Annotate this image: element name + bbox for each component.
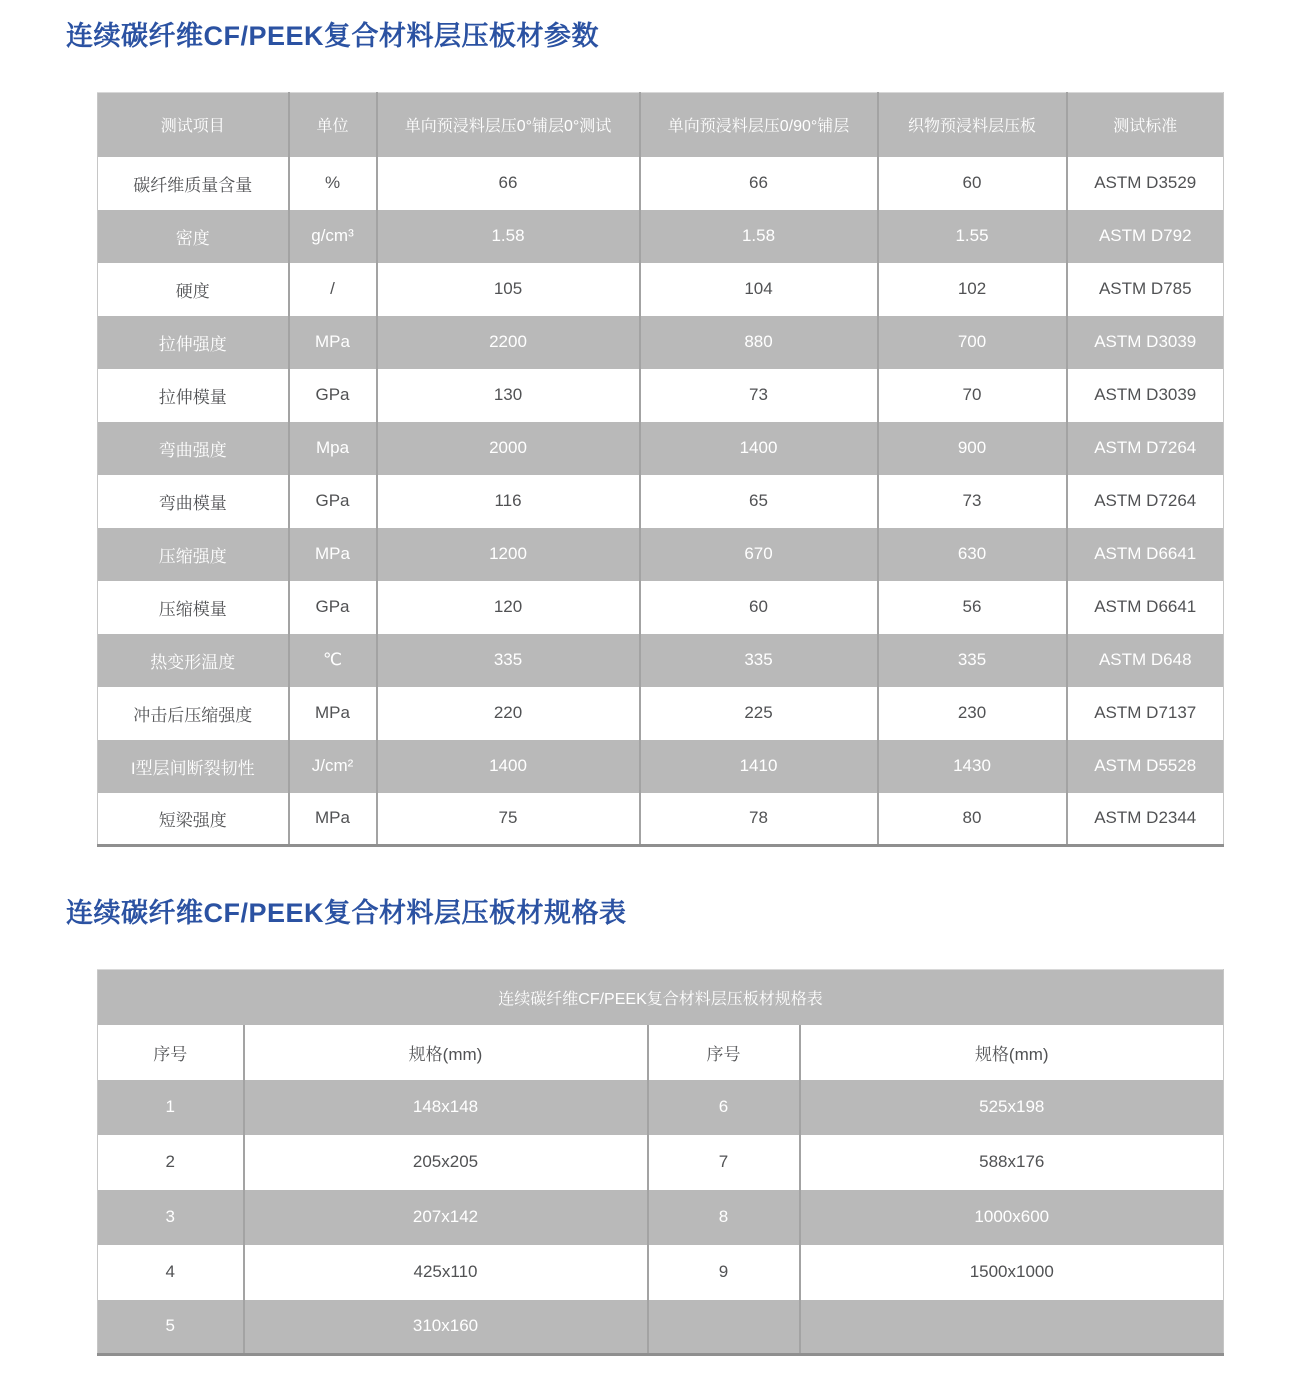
params-cell-5-2: 2000 (377, 422, 640, 475)
params-cell-3-3: 880 (640, 316, 878, 369)
params-cell-9-0: 热变形温度 (98, 634, 289, 687)
params-cell-11-2: 1400 (377, 740, 640, 793)
params-cell-6-5: ASTM D7264 (1067, 475, 1224, 528)
params-cell-8-5: ASTM D6641 (1067, 581, 1224, 634)
params-section-title: 连续碳纤维CF/PEEK复合材料层压板材参数 (66, 21, 600, 51)
params-cell-1-5: ASTM D792 (1067, 210, 1224, 263)
params-cell-2-1: / (289, 263, 377, 316)
spec-row-0 (98, 1080, 1224, 1135)
params-cell-1-3: 1.58 (640, 210, 878, 263)
params-table-body (98, 157, 1224, 846)
params-cell-9-1: ℃ (289, 634, 377, 687)
params-header-2: 单向预浸料层压0°铺层0°测试 (377, 93, 640, 157)
params-cell-4-5: ASTM D3039 (1067, 369, 1224, 422)
params-cell-10-2: 220 (377, 687, 640, 740)
params-row-10 (98, 687, 1224, 740)
spec-cell-3-3: 1500x1000 (800, 1245, 1224, 1300)
params-row-5 (98, 422, 1224, 475)
spec-cell-0-1: 148x148 (244, 1080, 648, 1135)
params-row-9 (98, 634, 1224, 687)
spec-cell-2-3: 1000x600 (800, 1190, 1224, 1245)
spec-cell-1-0: 2 (165, 1152, 175, 1171)
params-row-8 (98, 581, 1224, 634)
spec-header-0: 序号 (153, 1044, 188, 1064)
params-cell-7-1: MPa (289, 528, 377, 581)
params-cell-7-3: 670 (640, 528, 878, 581)
specs-section-title: 连续碳纤维CF/PEEK复合材料层压板材规格表 (66, 898, 627, 928)
params-row-11 (98, 740, 1224, 793)
params-cell-2-5: ASTM D785 (1067, 263, 1224, 316)
params-cell-0-3: 66 (640, 157, 878, 210)
spec-cell-3-2: 9 (648, 1245, 800, 1300)
spec-cell-2-2: 8 (648, 1190, 800, 1245)
spec-cell-4-1: 310x160 (244, 1300, 648, 1355)
spec-cell-3-0: 4 (165, 1262, 175, 1281)
params-cell-2-3: 104 (640, 263, 878, 316)
params-cell-0-1: % (289, 157, 377, 210)
params-row-0 (98, 157, 1224, 210)
params-cell-12-2: 75 (377, 793, 640, 846)
params-cell-8-0: 压缩模量 (158, 599, 227, 619)
spec-cell-2-1: 207x142 (244, 1190, 648, 1245)
spec-cell-1-3: 588x176 (800, 1135, 1224, 1190)
params-row-12 (98, 793, 1224, 846)
params-cell-9-2: 335 (377, 634, 640, 687)
params-cell-1-4: 1.55 (878, 210, 1067, 263)
params-cell-10-1: MPa (289, 687, 377, 740)
spec-table-title-row (98, 970, 1224, 1025)
params-cell-0-5: ASTM D3529 (1067, 157, 1224, 210)
params-cell-7-2: 1200 (377, 528, 640, 581)
params-cell-12-0: 短梁强度 (158, 810, 227, 830)
params-cell-8-1: GPa (289, 581, 377, 634)
params-row-7 (98, 528, 1224, 581)
params-cell-4-1: GPa (289, 369, 377, 422)
params-cell-7-5: ASTM D6641 (1067, 528, 1224, 581)
params-cell-4-0: 拉伸模量 (158, 387, 227, 407)
params-cell-2-2: 105 (377, 263, 640, 316)
params-header-5: 测试标准 (1067, 93, 1224, 157)
params-cell-11-3: 1410 (640, 740, 878, 793)
params-cell-0-2: 66 (377, 157, 640, 210)
params-table (97, 92, 1224, 847)
params-cell-11-4: 1430 (878, 740, 1067, 793)
params-cell-12-5: ASTM D2344 (1067, 793, 1224, 846)
spec-cell-4-3 (800, 1300, 1224, 1355)
params-cell-9-3: 335 (640, 634, 878, 687)
params-cell-3-2: 2200 (377, 316, 640, 369)
params-cell-6-4: 73 (878, 475, 1067, 528)
params-cell-6-2: 116 (377, 475, 640, 528)
params-cell-7-0: 压缩强度 (98, 528, 289, 581)
spec-cell-4-2 (648, 1300, 800, 1355)
params-header-3: 单向预浸料层压0/90°铺层 (640, 93, 878, 157)
params-cell-6-0: 弯曲模量 (158, 493, 227, 513)
params-cell-11-0: I型层间断裂韧性 (98, 740, 289, 793)
params-cell-10-4: 230 (878, 687, 1067, 740)
spec-table-body (98, 1080, 1224, 1355)
params-cell-5-1: Mpa (289, 422, 377, 475)
params-header-0: 测试项目 (98, 93, 289, 157)
params-cell-1-2: 1.58 (377, 210, 640, 263)
params-row-4 (98, 369, 1224, 422)
params-cell-12-1: MPa (289, 793, 377, 846)
params-cell-10-5: ASTM D7137 (1067, 687, 1224, 740)
params-cell-1-1: g/cm³ (289, 210, 377, 263)
params-cell-5-4: 900 (878, 422, 1067, 475)
params-header-1: 单位 (289, 93, 377, 157)
spec-cell-1-2: 7 (648, 1135, 800, 1190)
params-cell-8-4: 56 (878, 581, 1067, 634)
params-cell-4-2: 130 (377, 369, 640, 422)
params-row-6 (98, 475, 1224, 528)
spec-header-2: 序号 (648, 1025, 800, 1080)
params-header-4: 织物预浸料层压板 (878, 93, 1067, 157)
spec-cell-0-3: 525x198 (800, 1080, 1224, 1135)
params-cell-8-2: 120 (377, 581, 640, 634)
spec-cell-3-1: 425x110 (244, 1245, 648, 1300)
params-header-row (98, 93, 1224, 157)
spec-header-3: 规格(mm) (800, 1025, 1224, 1080)
params-cell-8-3: 60 (640, 581, 878, 634)
params-cell-10-0: 冲击后压缩强度 (133, 705, 253, 725)
params-cell-11-1: J/cm² (289, 740, 377, 793)
spec-cell-2-0: 3 (98, 1190, 244, 1245)
params-cell-11-5: ASTM D5528 (1067, 740, 1224, 793)
params-cell-12-4: 80 (878, 793, 1067, 846)
params-cell-0-0: 碳纤维质量含量 (133, 175, 253, 195)
params-cell-3-0: 拉伸强度 (98, 316, 289, 369)
params-row-1 (98, 210, 1224, 263)
spec-row-3 (98, 1245, 1224, 1300)
params-cell-9-5: ASTM D648 (1067, 634, 1224, 687)
spec-table (97, 969, 1224, 1356)
params-cell-6-1: GPa (289, 475, 377, 528)
params-cell-3-4: 700 (878, 316, 1067, 369)
params-cell-4-3: 73 (640, 369, 878, 422)
spec-cell-0-2: 6 (648, 1080, 800, 1135)
params-cell-9-4: 335 (878, 634, 1067, 687)
spec-header-row (98, 1025, 1224, 1080)
spec-cell-4-0: 5 (98, 1300, 244, 1355)
spec-cell-0-0: 1 (98, 1080, 244, 1135)
params-cell-3-5: ASTM D3039 (1067, 316, 1224, 369)
params-cell-10-3: 225 (640, 687, 878, 740)
params-cell-2-4: 102 (878, 263, 1067, 316)
params-cell-2-0: 硬度 (175, 281, 210, 301)
spec-table-title: 连续碳纤维CF/PEEK复合材料层压板材规格表 (98, 970, 1224, 1025)
params-cell-7-4: 630 (878, 528, 1067, 581)
params-cell-1-0: 密度 (98, 210, 289, 263)
params-cell-5-3: 1400 (640, 422, 878, 475)
spec-cell-1-1: 205x205 (244, 1135, 648, 1190)
params-cell-0-4: 60 (878, 157, 1067, 210)
params-cell-6-3: 65 (640, 475, 878, 528)
spec-row-2 (98, 1190, 1224, 1245)
params-cell-12-3: 78 (640, 793, 878, 846)
params-row-2 (98, 263, 1224, 316)
params-cell-5-5: ASTM D7264 (1067, 422, 1224, 475)
spec-row-1 (98, 1135, 1224, 1190)
spec-row-4 (98, 1300, 1224, 1355)
params-row-3 (98, 316, 1224, 369)
params-cell-3-1: MPa (289, 316, 377, 369)
params-cell-4-4: 70 (878, 369, 1067, 422)
spec-header-1: 规格(mm) (244, 1025, 648, 1080)
params-cell-5-0: 弯曲强度 (98, 422, 289, 475)
